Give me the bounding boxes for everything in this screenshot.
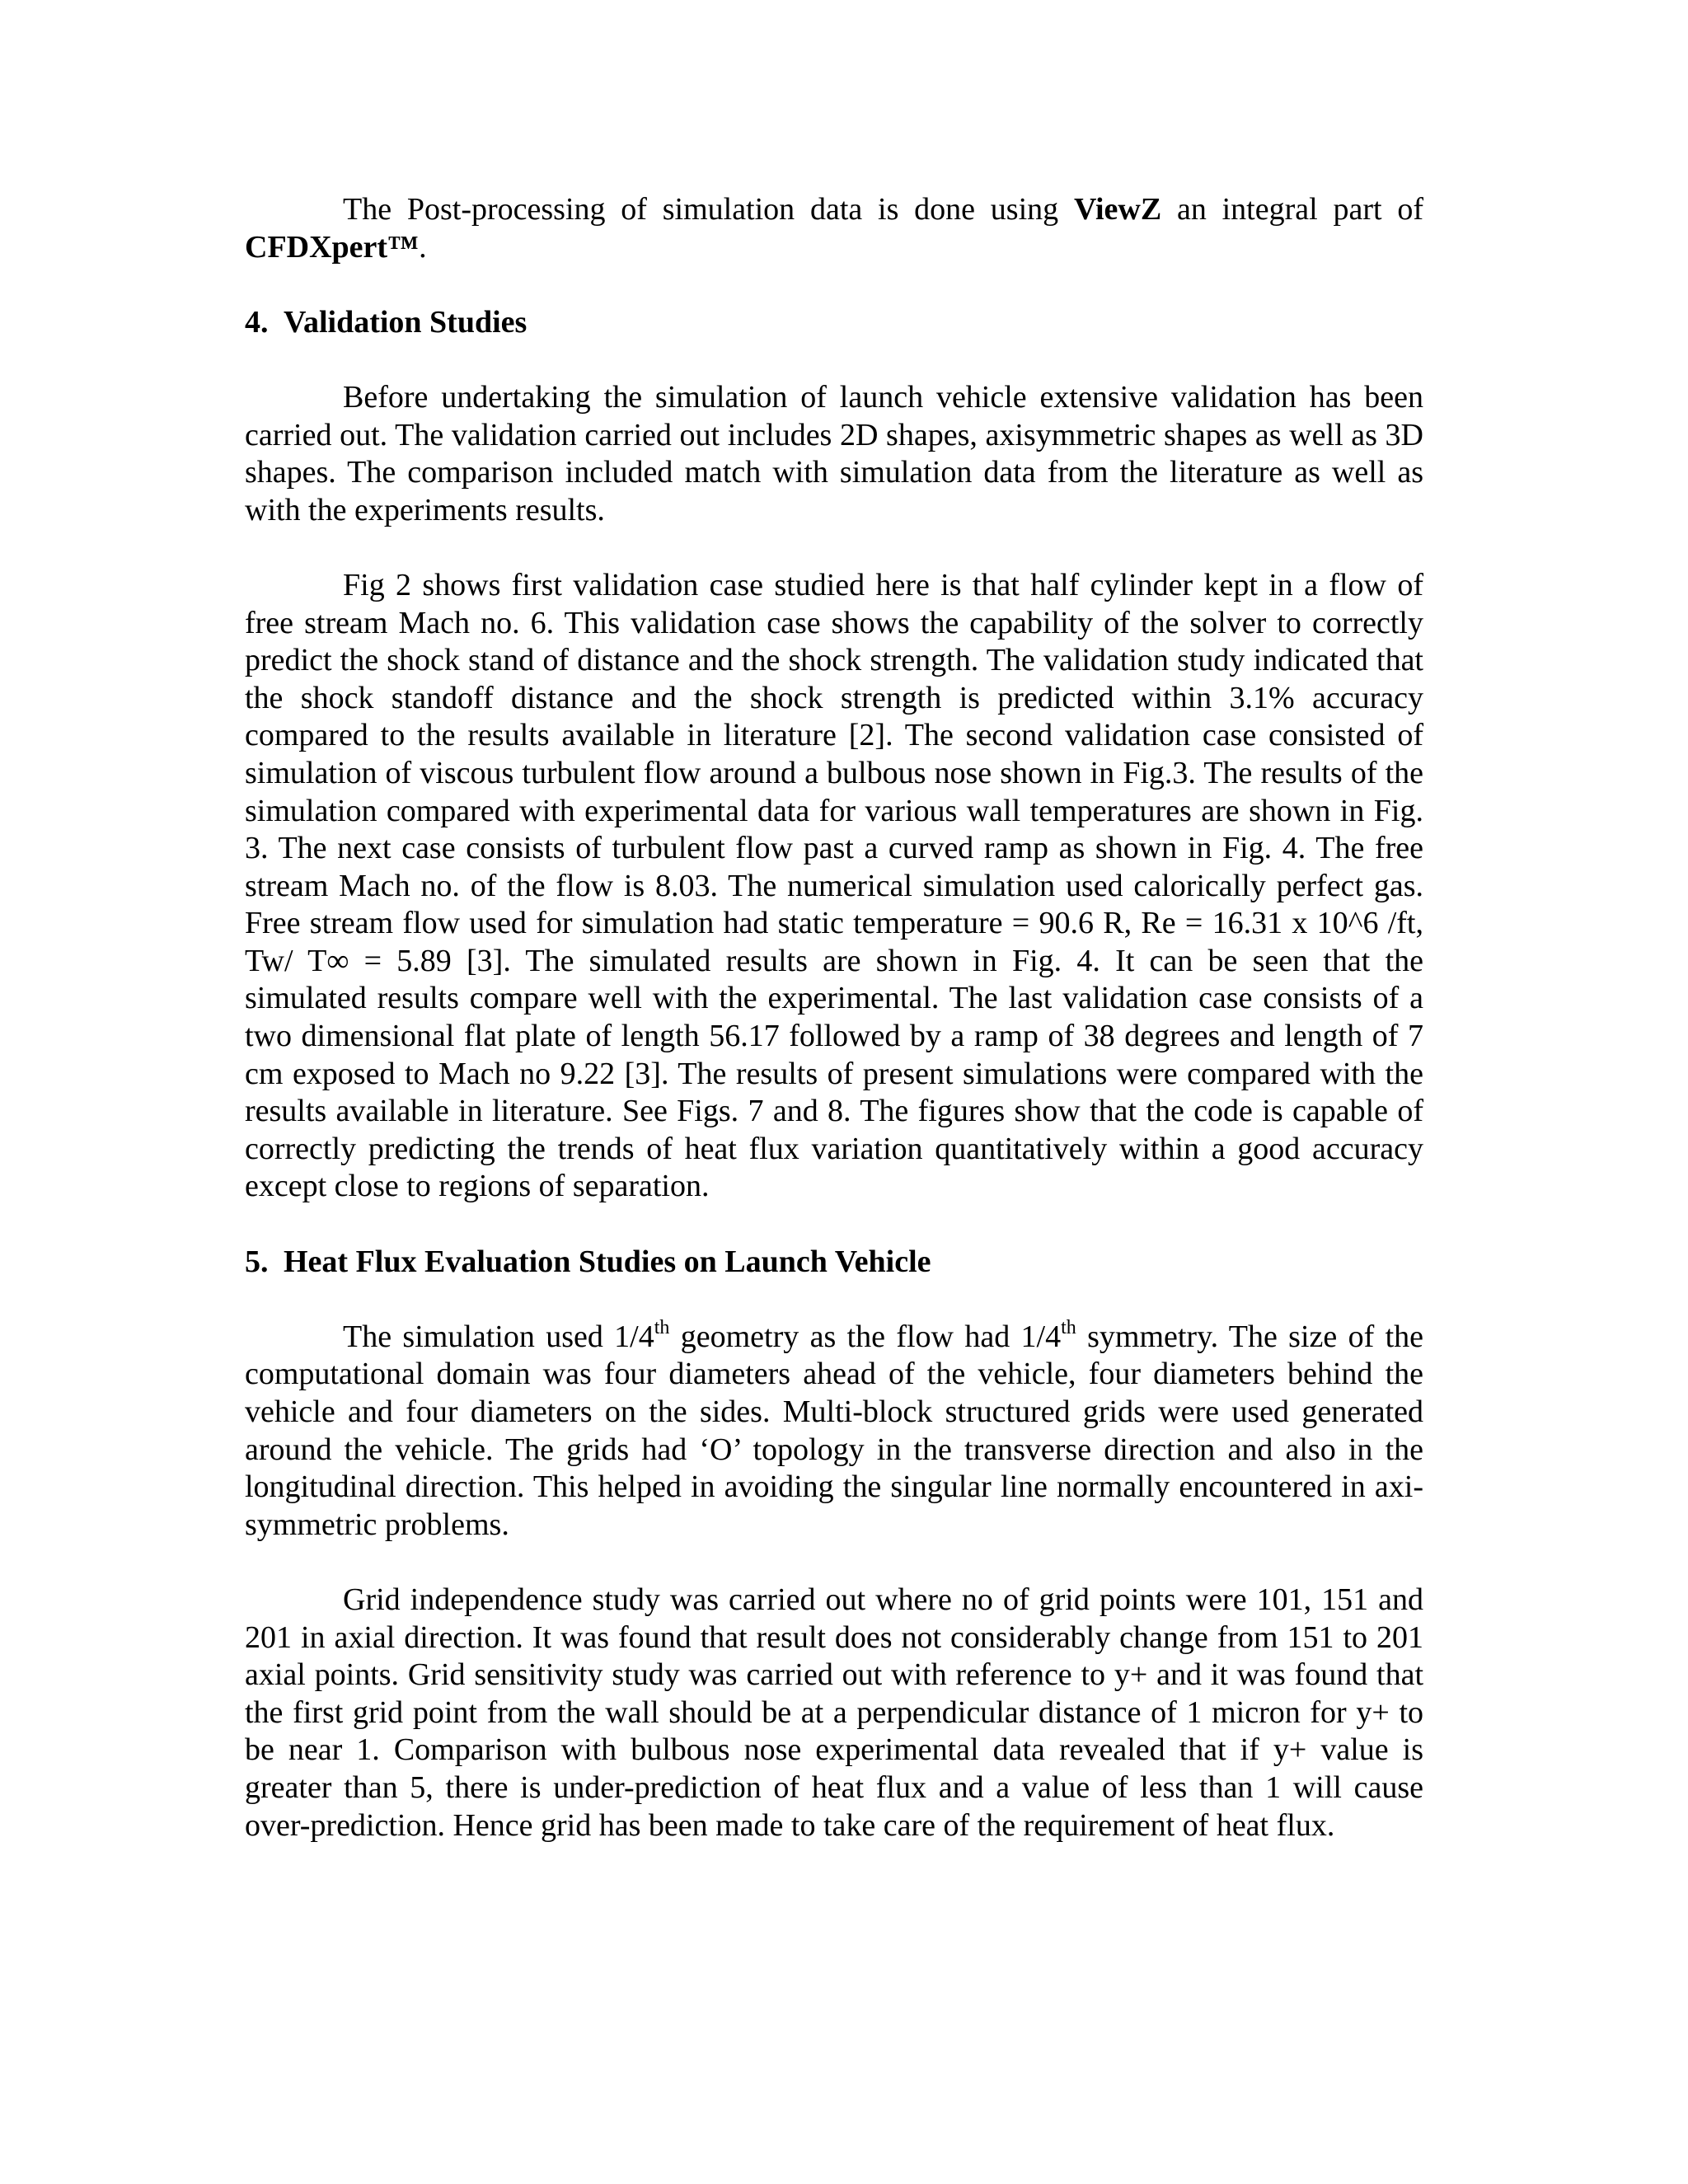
section-title: Validation Studies (284, 304, 528, 340)
intro-text-after: . (419, 229, 427, 265)
intro-paragraph (245, 191, 1423, 266)
paragraph-text: symmetry. The size of the computational domain was four diameters ahead of the vehicle, four diameters behind the vehicle and four diameters on the sides. Multi-block structured grids were used generated around the vehicle. The grids had ‘O’ topology in the transverse direction and also in the longitudinal direction. This helped in avoiding the singular line normally encountered in axi-symmetric problems. (245, 1319, 1424, 1542)
section-number: 5. (245, 1244, 269, 1279)
section-title: Heat Flux Evaluation Studies on Launch Vehicle (284, 1244, 931, 1279)
superscript: th (654, 1317, 670, 1339)
product-name: CFDXpert™ (245, 229, 420, 265)
paragraph-text: geometry as the flow had 1/4 (669, 1319, 1062, 1354)
intro-text-middle: an integral part of (1161, 192, 1423, 227)
intro-text-before: The Post-processing of simulation data is done using (343, 192, 1074, 227)
section-heading-validation (245, 304, 1423, 342)
validation-paragraph-2: Fig 2 shows first validation case studied here is that half cylinder kept in a flow of free stream Mach no. 6. This validation case shows the capability of the solver to correctly predict the shock stand of distance and the shock strength. The validation study indicated that the shock standoff distance and the shock strength is predicted within 3.1% accuracy compared to the results available in literature [2]. The second validation case consisted of simulation of viscous turbulent flow around a bulbous nose shown in Fig.3. The results of the simulation compared with experimental data for various wall temperatures are shown in Fig. 3. The next case consists of turbulent flow past a curved ramp as shown in Fig. 4. The free stream Mach no. of the flow is 8.03. The numerical simulation used calorically perfect gas. Free stream flow used for simulation had static temperature = 90.6 R, Re = 16.31 x 10^6 /ft, Tw/ T∞ = 5.89 [3]. The simulated results are shown in Fig. 4. It can be seen that the simulated results compare well with the experimental. The last validation case consists of a two dimensional flat plate of length 56.17 followed by a ramp of 38 degrees and length of 7 cm exposed to Mach no 9.22 [3]. The results of present simulations were compared with the results available in literature. See Figs. 7 and 8. The figures show that the code is capable of correctly predicting the trends of heat flux variation quantitatively within a good accuracy except close to regions of separation. (245, 567, 1423, 1204)
tool-name: ViewZ (1073, 192, 1162, 227)
heat-flux-paragraph-2: Grid independence study was carried out where no of grid points were 101, 151 and 201 in axial direction. It was found that result does not considerably change from 151 to 201 axial points. Grid sensitivity study was carried out with reference to y+ and it was found that the first grid point from the wall should be at a perpendicular distance of 1 micron for y+ to be near 1. Comparison with bulbous nose experimental data revealed that if y+ value is greater than 5, there is under-prediction of heat flux and a value of less than 1 will cause over-prediction. Hence grid has been made to take care of the requirement of heat flux. (245, 1582, 1423, 1843)
heat-flux-paragraph-1 (245, 1319, 1423, 1544)
section-number: 4. (245, 304, 269, 340)
validation-paragraph-1: Before undertaking the simulation of launch vehicle extensive validation has been carried out. The validation carried out includes 2D shapes, axisymmetric shapes as well as 3D shapes. The comparison included match with simulation data from the literature as well as with the experiments results. (245, 379, 1423, 527)
superscript: th (1061, 1317, 1076, 1339)
paragraph-text: The simulation used 1/4 (343, 1319, 654, 1354)
section-heading-heat-flux (245, 1244, 1423, 1282)
document-page (245, 191, 1423, 1844)
